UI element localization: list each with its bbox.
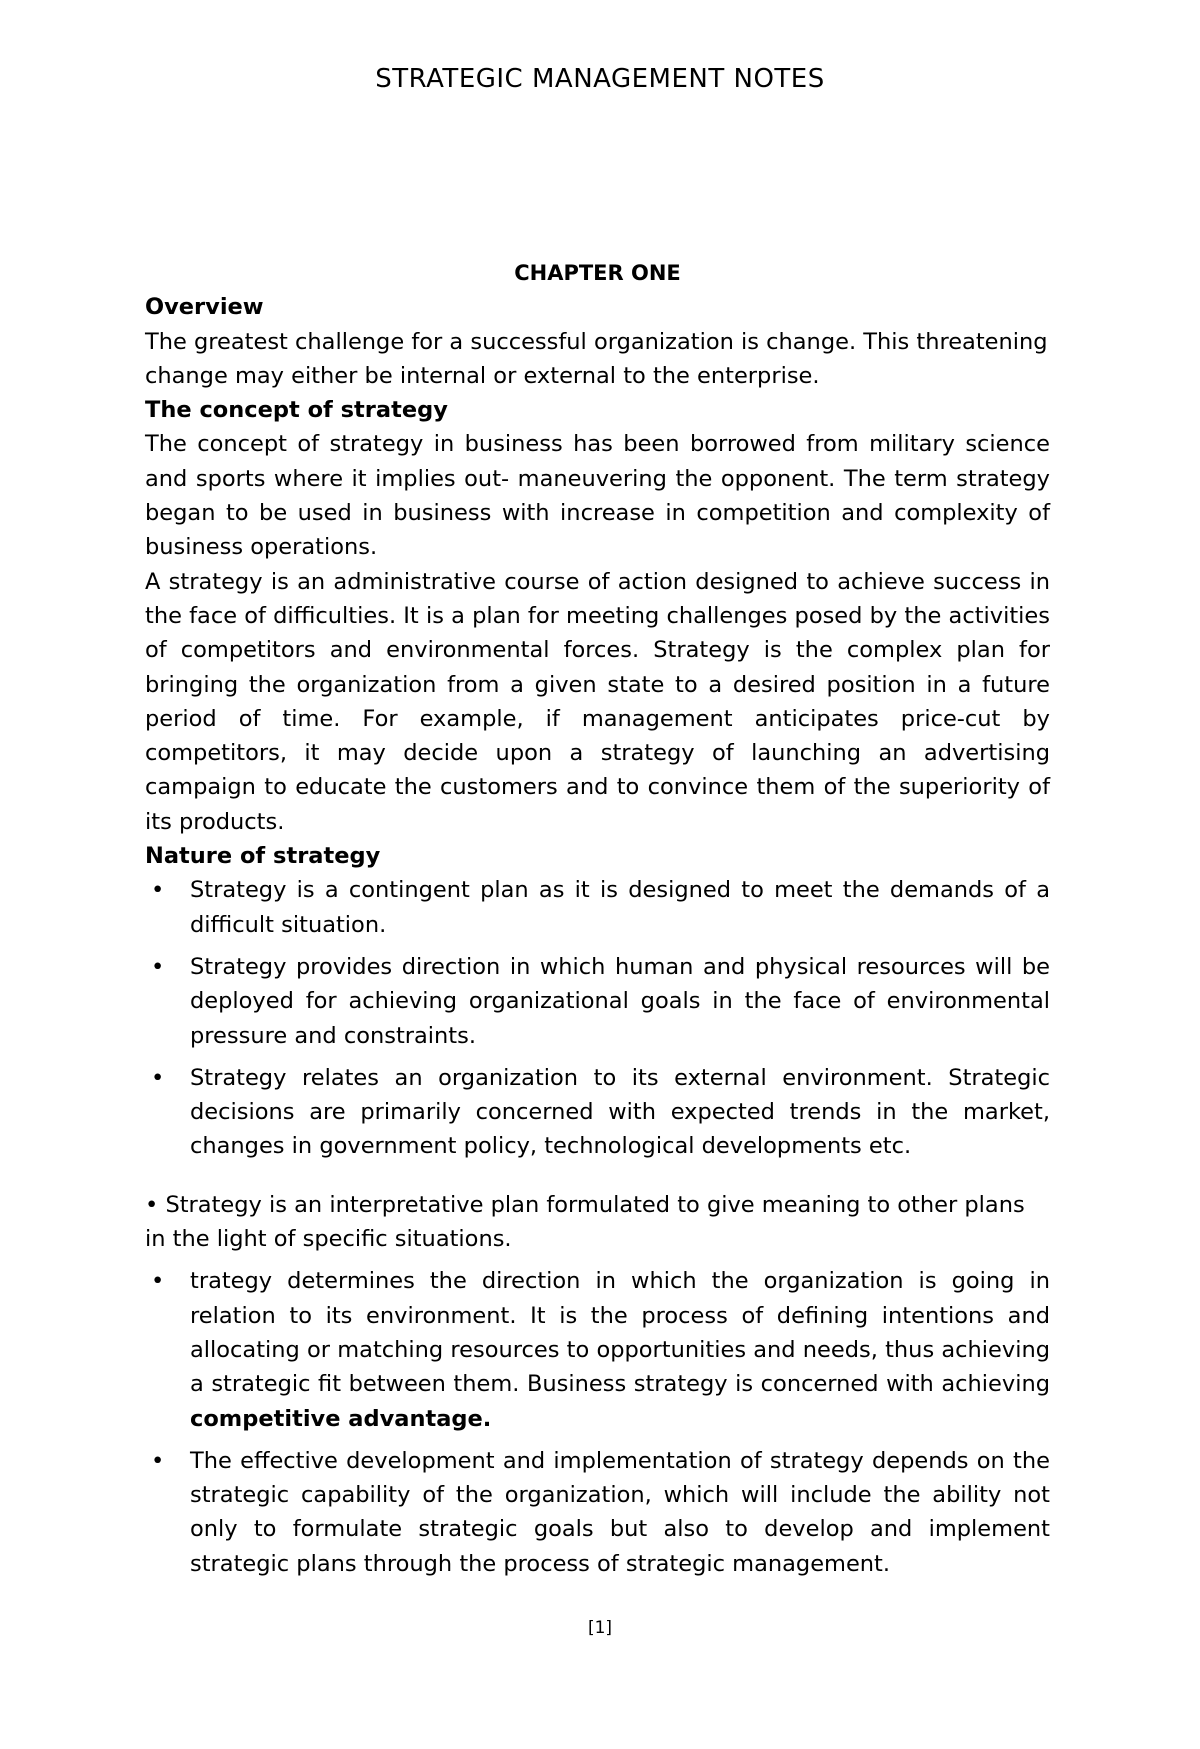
list-item-text: Strategy provides direction in which human and physical resources will be deployed for achieving organizational goals in the face of environmental pressure and constraints. xyxy=(190,953,1050,1049)
list-item xyxy=(145,950,1050,1053)
concept-heading: The concept of strategy xyxy=(145,397,448,424)
list-item-text: Strategy is a contingent plan as it is designed to meet the demands of a difficult situation. xyxy=(190,877,1050,938)
bullet-icon: • xyxy=(151,877,165,904)
bullet-icon: • xyxy=(145,1191,159,1218)
list-item xyxy=(145,873,1050,942)
overview-heading: Overview xyxy=(145,294,264,321)
bullet-icon: • xyxy=(151,1268,165,1295)
chapter-heading: CHAPTER ONE xyxy=(514,261,681,285)
concept-paragraph-2: A strategy is an administrative course of action designed to achieve success in the face of difficulties. It is a plan for meeting challenges posed by the activities of competitors and environmental forces. Strategy is the complex plan for bringing the organization from a given state to a desired position in a future period of time. For example, if management anticipates price-cut by competitors, it may decide upon a strategy of launching an advertising campaign to educate the customers and to convince them of the superiority of its products. xyxy=(145,568,1050,835)
nature-bullet-list-2 xyxy=(145,1264,1050,1581)
document-title: STRATEGIC MANAGEMENT NOTES xyxy=(375,64,825,94)
concept-paragraph-1: The concept of strategy in business has been borrowed from military science and sports where it implies out- maneuvering the opponent. The term strategy began to be used in business with increase in competition and complexity of business operations. xyxy=(145,431,1050,561)
competitive-advantage-bold: competitive advantage. xyxy=(190,1405,492,1432)
bullet-icon: • xyxy=(151,1447,165,1474)
nature-bullet-list xyxy=(145,873,1050,1163)
inline-bullet-text: Strategy is an interpretative plan formulated to give meaning to other plans in the light of specific situations. xyxy=(145,1191,1025,1253)
list-item xyxy=(145,1061,1050,1164)
list-item-text: The effective development and implementation of strategy depends on the strategic capability of the organization, which will include the ability not only to formulate strategic goals but also to develop and implement strategic plans through the process of strategic management. xyxy=(190,1447,1050,1577)
list-item-text: trategy determines the direction in which the organization is going in relation to its environment. It is the process of defining intentions and allocating or matching resources to opportunities and needs, thus achieving a strategic fit between them. Business strategy is concerned with achieving xyxy=(190,1268,1050,1398)
overview-paragraph: The greatest challenge for a successful organization is change. This threatening change may either be internal or external to the enterprise. xyxy=(145,328,1048,389)
list-item xyxy=(145,1264,1050,1435)
inline-bullet-paragraph xyxy=(145,1188,1050,1257)
document-body xyxy=(145,256,1050,1589)
list-item-text: Strategy relates an organization to its external environment. Strategic decisions are primarily concerned with expected trends in the market, changes in government policy, technological developments etc. xyxy=(190,1064,1050,1160)
nature-heading: Nature of strategy xyxy=(145,843,381,870)
spacer xyxy=(145,1172,1050,1188)
page-number: [1] xyxy=(587,1618,613,1638)
bullet-icon: • xyxy=(151,953,165,980)
list-item xyxy=(145,1444,1050,1581)
bullet-icon: • xyxy=(151,1064,165,1091)
